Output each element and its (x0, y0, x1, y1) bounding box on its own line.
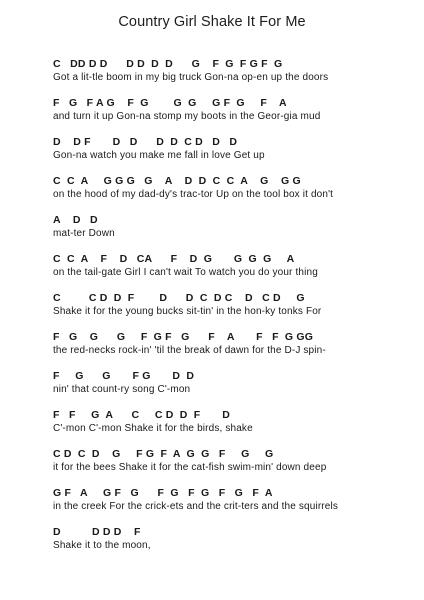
lyric-line: Shake it to the moon, (53, 540, 151, 551)
stanza-1 (53, 58, 413, 97)
note-line: D D D D F (53, 526, 141, 538)
stanza-list (53, 58, 413, 565)
stanza-4 (53, 175, 413, 214)
note-line: C C D D F D D C D C D C D G (53, 292, 305, 304)
stanza-3 (53, 136, 413, 175)
note-line: C C A G G G G A D D C C A G G G (53, 175, 301, 187)
lyric-line: on the tail-gate Girl I can't wait To watch you do your thing (53, 267, 318, 278)
stanza-7 (53, 292, 413, 331)
note-line: A D D (53, 214, 98, 226)
note-line: C C A F D CA F D G G G G A (53, 253, 295, 265)
lyric-line: it for the bees Shake it for the cat-fish swim-min' down deep (53, 462, 327, 473)
stanza-8 (53, 331, 413, 370)
stanza-11 (53, 448, 413, 487)
stanza-10 (53, 409, 413, 448)
lyric-line: on the hood of my dad-dy's trac-tor Up on the tool box it don't (53, 189, 334, 200)
lyric-line: Got a lit-tle boom in my big truck Gon-na op-en up the doors (53, 72, 329, 83)
note-line: C DD D D D D D D G F G F G F G (53, 58, 283, 70)
stanza-2 (53, 97, 413, 136)
note-line: F F G A C C D D F D (53, 409, 230, 421)
note-line: F G G G F G F G F A F F G GG (53, 331, 314, 343)
stanza-13 (53, 526, 413, 565)
lyric-line: in the creek For the crick-ets and the crit-ters and the squirrels (53, 501, 339, 512)
lyric-line: nin' that count-ry song C'-mon (53, 384, 191, 395)
lyric-line: the red-necks rock-in' 'til the break of dawn for the D-J spin- (53, 345, 326, 356)
note-line: D D F D D D D C D D D (53, 136, 238, 148)
lyric-line: mat-ter Down (53, 228, 115, 239)
note-line: F G G F G D D (53, 370, 195, 382)
note-line: G F A G F G F G F G F G F A (53, 487, 273, 499)
song-title: Country Girl Shake It For Me (118, 14, 306, 30)
stanza-5 (53, 214, 413, 253)
stanza-12 (53, 487, 413, 526)
stanza-9 (53, 370, 413, 409)
lyric-line: C'-mon C'-mon Shake it for the birds, shake (53, 423, 253, 434)
note-line: F G F A G F G G G G F G F A (53, 97, 287, 109)
note-line: C D C D G F G F A G G F G G (53, 448, 274, 460)
stanza-6 (53, 253, 413, 292)
lyric-line: Gon-na watch you make me fall in love Get up (53, 150, 265, 161)
lyric-line: and turn it up Gon-na stomp my boots in the Geor-gia mud (53, 111, 321, 122)
lyric-line: Shake it for the young bucks sit-tin' in the hon-ky tonks For (53, 306, 322, 317)
